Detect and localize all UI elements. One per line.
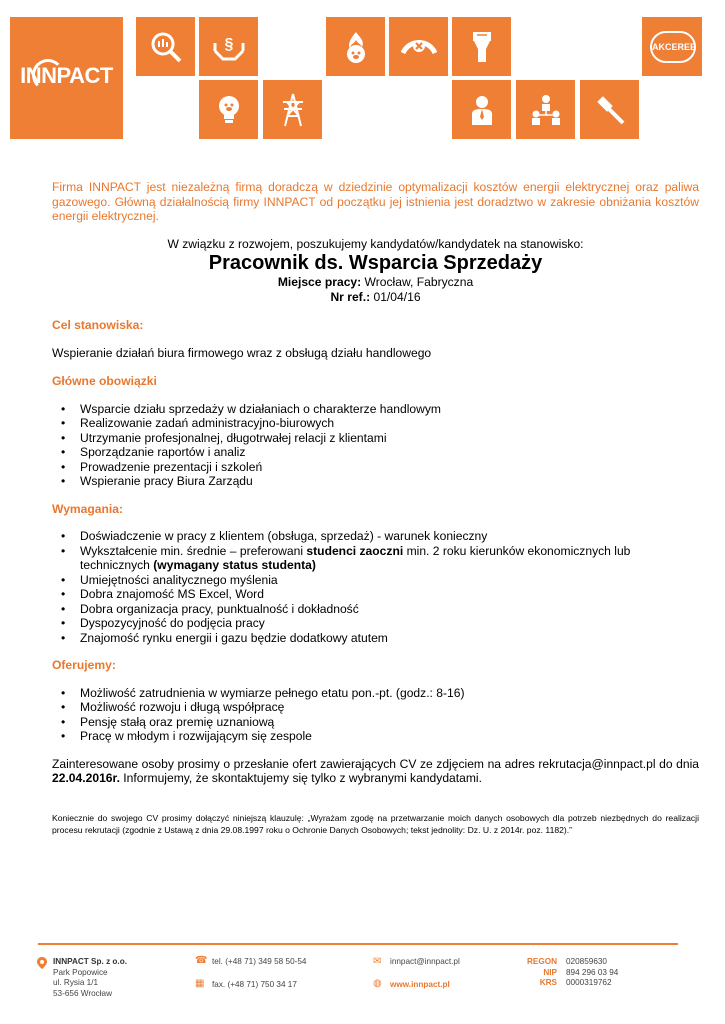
- list-item: • Pensję stałą oraz premię uznaniową: [52, 715, 699, 730]
- akceree-badge: [642, 17, 702, 76]
- ref-value: 01/04/16: [370, 289, 421, 304]
- gdpr-clause: Koniecznie do swojego CV prosimy dołączyć niniejszą klauzulę: „Wyrażam zgodę na przetwarzanie moich danych osobowych dla potrzeb niezbędnych do realizacji procesu rekrutacji (zgodnie z Ustawą z dnia 29.08.1997 roku o Ochronie Danych Osobowych; tekst jednolity: Dz. U. z 2014r. poz. 1182).”: [52, 812, 699, 835]
- closing-part: Informujemy, że skontaktujemy się tylko z wybranymi kandydatami.: [119, 771, 482, 785]
- team-icon: [516, 80, 575, 139]
- krs-value: 0000319762: [566, 978, 612, 987]
- list-item: [52, 544, 699, 573]
- duties-list: [52, 402, 699, 489]
- footer-company: INNPACT Sp. z o.o.: [53, 957, 127, 966]
- krs-label: KRS: [539, 978, 557, 987]
- list-item: • Umiejętności analitycznego myślenia: [52, 573, 699, 588]
- footer-fax: fax. (+48 71) 750 34 17: [212, 980, 297, 989]
- company-intro: Firma INNPACT jest niezależną firmą doradczą w dziedzinie optymalizacji kosztów energii elektrycznej oraz paliwa gazowego. Główną działalnością firmy INNPACT od początku jej istnienia jest doradztwo w zakresie obniżania kosztów energii elektrycznej.: [52, 180, 699, 223]
- list-item: • Dyspozycyjność do podjęcia pracy: [52, 616, 699, 631]
- power-pylon-icon: [263, 80, 322, 139]
- bulb-icon: [199, 80, 258, 139]
- footer-email[interactable]: innpact@innpact.pl: [390, 957, 460, 966]
- location-label: Miejsce pracy:: [277, 275, 362, 289]
- list-item: • Dobra organizacja pracy, punktualność i dokładność: [52, 602, 699, 617]
- list-item: • Możliwość zatrudnienia w wymiarze pełnego etatu pon.-pt. (godz.: 8-16): [52, 686, 699, 701]
- lead-text: W związku z rozwojem, poszukujemy kandydatów/kandydatek na stanowisko:: [167, 236, 584, 251]
- person-icon: [452, 80, 511, 139]
- offer-list: [52, 686, 699, 744]
- duties-heading: Główne obowiązki: [52, 374, 157, 388]
- pipe-valve-icon: [389, 17, 448, 76]
- fax-icon: ▦: [195, 978, 205, 989]
- req-bold: studenci zaoczni: [306, 543, 404, 558]
- goal-text: Wspieranie działań biura firmowego wraz z obsługą działu handlowego: [52, 345, 432, 360]
- req-text: min. 2 roku kierunków ekonomicznych lub technicznych: [80, 543, 631, 572]
- regon-label: REGON: [526, 957, 557, 966]
- svg-text:§: §: [224, 35, 233, 53]
- phone-icon: ☎: [195, 955, 208, 966]
- list-item: • Sporządzanie raportów i analiz: [52, 445, 699, 460]
- magnifier-icon: [136, 17, 195, 76]
- footer-tel[interactable]: tel. (+48 71) 349 58 50-54: [212, 957, 307, 966]
- footer-addr-line: ul. Rysia 1/1: [53, 978, 99, 987]
- deadline-date: 22.04.2016r.: [52, 771, 120, 785]
- globe-icon: ◍: [373, 978, 382, 989]
- header-banner: [0, 0, 725, 150]
- list-item: • Doświadczenie w pracy z klientem (obsługa, sprzedaż) - warunek konieczny: [52, 529, 699, 544]
- req-text: Wykształcenie min. średnie – preferowani: [80, 543, 307, 558]
- requirements-list: [52, 529, 699, 645]
- footer-registry-values: [566, 957, 618, 989]
- envelope-icon: ✉: [373, 956, 382, 967]
- list-item: • Wsparcie działu sprzedaży w działaniach o charakterze handlowym: [52, 402, 699, 417]
- footer-address: [53, 957, 127, 999]
- list-item: • Realizowanie zadań administracyjno-biurowych: [52, 416, 699, 431]
- nip-value: 894 296 03 94: [566, 967, 619, 977]
- list-item: • Dobra znajomość MS Excel, Word: [52, 587, 699, 602]
- innpact-logo: [10, 17, 123, 139]
- paragraph-hand-icon: [199, 17, 258, 76]
- gavel-icon: [580, 80, 639, 139]
- location-value: Wrocław, Fabryczna: [361, 275, 474, 289]
- gas-flame-icon: [326, 17, 385, 76]
- list-item: • Pracę w młodym i rozwijającym się zespole: [52, 729, 699, 744]
- ref-line: [52, 290, 699, 305]
- offer-heading: Oferujemy:: [52, 658, 116, 672]
- list-item: • Prowadzenie prezentacji i szkoleń: [52, 460, 699, 475]
- job-offer-content: [52, 180, 699, 836]
- requirements-heading: Wymagania:: [52, 501, 124, 516]
- closing-text: [52, 757, 699, 786]
- list-item: • Utrzymanie profesjonalnej, długotrwałej relacji z klientami: [52, 431, 699, 446]
- list-item: • Wspieranie pracy Biura Zarządu: [52, 474, 699, 489]
- regon-value: 020859630: [566, 957, 607, 966]
- logo-text: INNPACT: [20, 63, 113, 88]
- akceree-label: AKCEREE: [650, 31, 696, 63]
- flashlight-icon: [452, 17, 511, 76]
- footer-registry-labels: [515, 957, 557, 989]
- ref-label: Nr ref.:: [330, 289, 371, 304]
- closing-part: Zainteresowane osoby prosimy o przesłanie ofert zawierających CV ze zdjęciem na adres rekrutacja@innpact.pl do dnia: [52, 756, 699, 771]
- goal-heading: Cel stanowiska:: [52, 318, 144, 332]
- req-bold: (wymagany status studenta): [153, 558, 316, 572]
- nip-label: NIP: [543, 967, 557, 977]
- list-item: • Znajomość rynku energii i gazu będzie dodatkowy atutem: [52, 631, 699, 646]
- list-item: • Możliwość rozwoju i długą współpracę: [52, 700, 699, 715]
- footer-addr-line: Park Popowice: [53, 967, 108, 977]
- footer-www[interactable]: www.innpact.pl: [390, 980, 450, 989]
- footer-divider: [38, 943, 678, 945]
- location-pin-icon: [37, 957, 47, 972]
- location-line: [52, 275, 699, 290]
- footer-addr-line: 53-656 Wrocław: [53, 988, 113, 998]
- job-title: Pracownik ds. Wsparcia Sprzedaży: [208, 252, 543, 274]
